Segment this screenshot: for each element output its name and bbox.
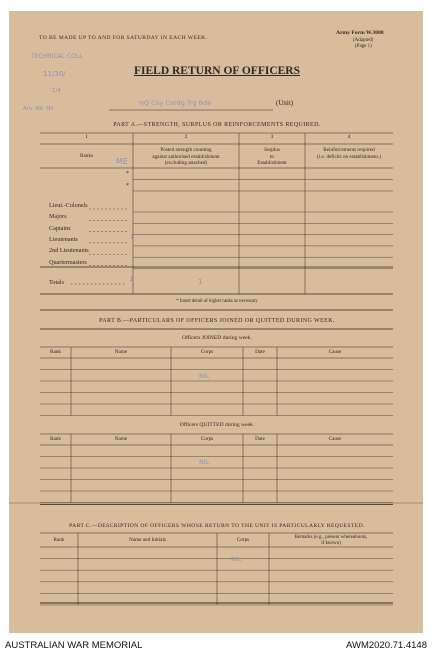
rank-label: Captains [49,224,71,232]
part-b-col-header: Corps [200,349,214,355]
archive-footer [0,637,432,653]
pencil-totals-col2-mark: 1 [198,278,203,286]
rank-label: Lieutenants [49,235,78,243]
part-c-heading: PART C.—DESCRIPTION OF OFFICERS WHOSE RETURN TO THE UNIT IS PARTICULARLY REQUESTED. [69,523,365,529]
part-b-col-header: Name [114,436,128,442]
pencil-note-3: 1/4 [52,88,61,94]
pencil-part-a-mark: ME [116,157,128,166]
part-a-col-header: Reinforcements required [323,147,375,153]
army-form-adapted: (Adapted) [353,38,374,43]
rank-label: Quartermasters [49,258,87,266]
part-b-col-header: Date [255,436,265,442]
part-a-col-header: Ranks [80,153,93,159]
quitted-table-title: Officers QUITTED during week. [179,422,255,428]
unit-name-handwriting: HQ Coy Cordg Trg Bde [139,99,212,107]
pencil-lieutenant-mark: 1 [130,233,135,241]
unit-label: (Unit) [276,99,294,107]
paper-sheet [9,11,423,633]
part-a-col-header: against authorised establishment [152,153,220,160]
part-b-col-header: Rank [50,349,61,355]
army-form-number: Army Form W.3008 [336,30,384,36]
part-a-col-number: 3 [270,134,274,140]
part-c-remarks-header: if known) [321,541,341,546]
part-a-col-number: 2 [184,134,188,140]
part-b-col-header: Name [114,349,128,355]
part-b-col-header: Rank [50,436,61,442]
form-title: FIELD RETURN OF OFFICERS [133,65,301,77]
page-label: (Page 1) [355,44,372,49]
pencil-note-2: 11/30/ [43,70,66,78]
part-c-col-header: Rank [53,537,65,543]
pencil-note-1: TECHNICAL COLL [31,53,83,60]
part-a-footnote: * Insert detail of higher ranks as necessary [176,299,258,304]
part-a-col-header: Surplus [264,147,280,153]
pencil-totals-left-mark: 1 [129,275,134,283]
pencil-note-4: Am. Nil. Nil [23,106,54,112]
part-a-col-header: (excluding attached) [164,160,208,166]
part-c-col-header: Corps [236,537,250,543]
part-b-col-header: Corps [200,436,214,442]
part-b-col-header: Cause [328,349,342,355]
rank-label: 2nd Lieutenants [49,247,89,255]
rank-label: Majors [49,213,67,221]
part-a-col-number: 4 [347,134,351,140]
part-a-col-number: 1 [85,134,88,140]
part-a-col-header: to [269,153,275,160]
part-b-col-header: Date [255,349,265,355]
part-b-heading: PART B.—PARTICULARS OF OFFICERS JOINED OR QUITTED DURING WEEK. [99,318,335,324]
part-a-col-header: (i.e. deficits on establishment.) [317,153,381,160]
footer-right-id: AWM2020.71.4148 [346,640,427,651]
top-instruction: TO BE MADE UP TO AND FOR SATURDAY IN EACH WEEK. [39,35,208,41]
part-c-remarks-header: Remarks (e.g., present whereabouts, [294,535,368,540]
joined-table-title: Officers JOINED during week. [182,335,252,341]
part-a-col-header: Establishment [257,160,287,166]
part-c-col-header: Name and Initials [129,537,166,543]
pencil-quitted-nil: NIL [199,458,210,466]
pencil-part-c-nil: NIL [231,555,242,563]
part-a-col-header: Posted strength counting [160,147,212,153]
higher-rank-asterisk: * [126,182,129,189]
pencil-joined-nil: NIL [199,372,210,380]
higher-rank-asterisk: * [126,171,129,177]
part-b-col-header: Cause [328,436,342,442]
totals-label: Totals [49,279,65,286]
footer-left-credit: AUSTRALIAN WAR MEMORIAL [5,640,143,651]
part-a-heading: PART A.—STRENGTH, SURPLUS OR REINFORCEMENTS REQUIRED. [113,122,321,128]
rank-label: Lieut.-Colonels [49,202,88,209]
